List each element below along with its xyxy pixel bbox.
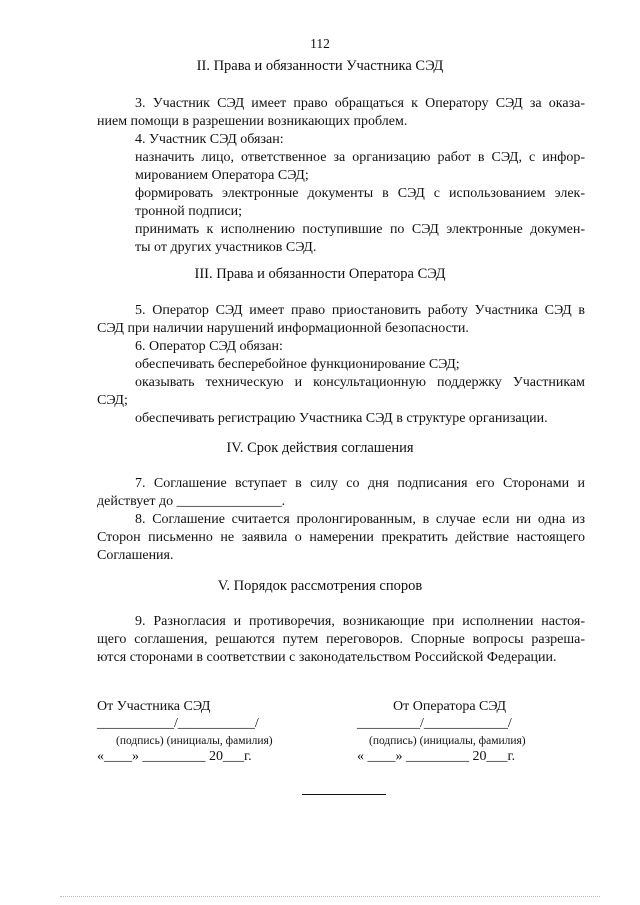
section-4-title: IV. Срок действия соглашения bbox=[226, 440, 414, 456]
section-2-title: II. Права и обязанности Участника СЭД bbox=[196, 58, 444, 74]
paragraph-line: действует до _______________. bbox=[97, 494, 286, 509]
paragraph-line: СЭД при наличии нарушений информационной безопасности. bbox=[97, 321, 469, 336]
paragraph-line: ются сторонами в соответствии с законодательством Российской Федерации. bbox=[97, 650, 557, 665]
participant-signature-line: ___________/___________/ bbox=[97, 716, 259, 731]
paragraph-line: 3. Участник СЭД имеет право обращаться к Оператору СЭД за оказа- bbox=[135, 96, 585, 111]
operator-signature-line: _________/____________/ bbox=[357, 716, 512, 731]
paragraph-line: оказывать техническую и консультационную поддержку Участникам bbox=[135, 375, 585, 390]
paragraph-line: нием помощи в разрешении возникающих проблем. bbox=[97, 114, 408, 129]
paragraph-line: тронной подписи; bbox=[135, 204, 243, 219]
paragraph-line: назначить лицо, ответственное за организацию работ в СЭД, с инфор- bbox=[135, 150, 585, 165]
section-3-title: III. Права и обязанности Оператора СЭД bbox=[194, 266, 446, 282]
paragraph-line: 4. Участник СЭД обязан: bbox=[135, 132, 284, 147]
scan-artifact bbox=[60, 896, 600, 897]
paragraph-line: 9. Разногласия и противоречия, возникающие при исполнении настоя- bbox=[135, 614, 585, 629]
paragraph-line: формировать электронные документы в СЭД с использованием элек- bbox=[135, 186, 585, 201]
participant-signature-title: От Участника СЭД bbox=[97, 699, 211, 714]
paragraph-line: принимать к исполнению поступившие по СЭД электронные докумен- bbox=[135, 222, 585, 237]
operator-signature-caption: (подпись) (инициалы, фамилия) bbox=[369, 735, 526, 747]
operator-date-line: « ____» _________ 20___г. bbox=[357, 749, 516, 764]
paragraph-line: мированием Оператора СЭД; bbox=[135, 168, 309, 183]
paragraph-line: СЭД; bbox=[97, 393, 128, 408]
operator-signature-title: От Оператора СЭД bbox=[393, 699, 506, 714]
end-divider bbox=[302, 794, 386, 795]
paragraph-line: обеспечивать бесперебойное функционирование СЭД; bbox=[135, 357, 460, 372]
paragraph-line: Сторон письменно не заявила о намерении прекратить действие настоящего bbox=[97, 530, 585, 545]
paragraph-line: 6. Оператор СЭД обязан: bbox=[135, 339, 283, 354]
paragraph-line: 7. Соглашение вступает в силу со дня подписания его Сторонами и bbox=[135, 476, 585, 491]
section-5-title: V. Порядок рассмотрения споров bbox=[217, 578, 423, 594]
paragraph-line: 8. Соглашение считается пролонгированным, в случае если ни одна из bbox=[135, 512, 585, 527]
paragraph-line: ты от других участников СЭД. bbox=[135, 240, 317, 255]
paragraph-line: щего соглашения, решаются путем переговоров. Спорные вопросы разреша- bbox=[97, 632, 585, 647]
page-number: 112 bbox=[310, 36, 330, 51]
paragraph-line: Соглашения. bbox=[97, 548, 174, 563]
paragraph-line: 5. Оператор СЭД имеет право приостановить работу Участника СЭД в bbox=[135, 303, 585, 318]
participant-signature-caption: (подпись) (инициалы, фамилия) bbox=[116, 735, 273, 747]
paragraph-line: обеспечивать регистрацию Участника СЭД в структуре организации. bbox=[135, 411, 548, 426]
participant-date-line: «____» _________ 20___г. bbox=[97, 749, 252, 764]
